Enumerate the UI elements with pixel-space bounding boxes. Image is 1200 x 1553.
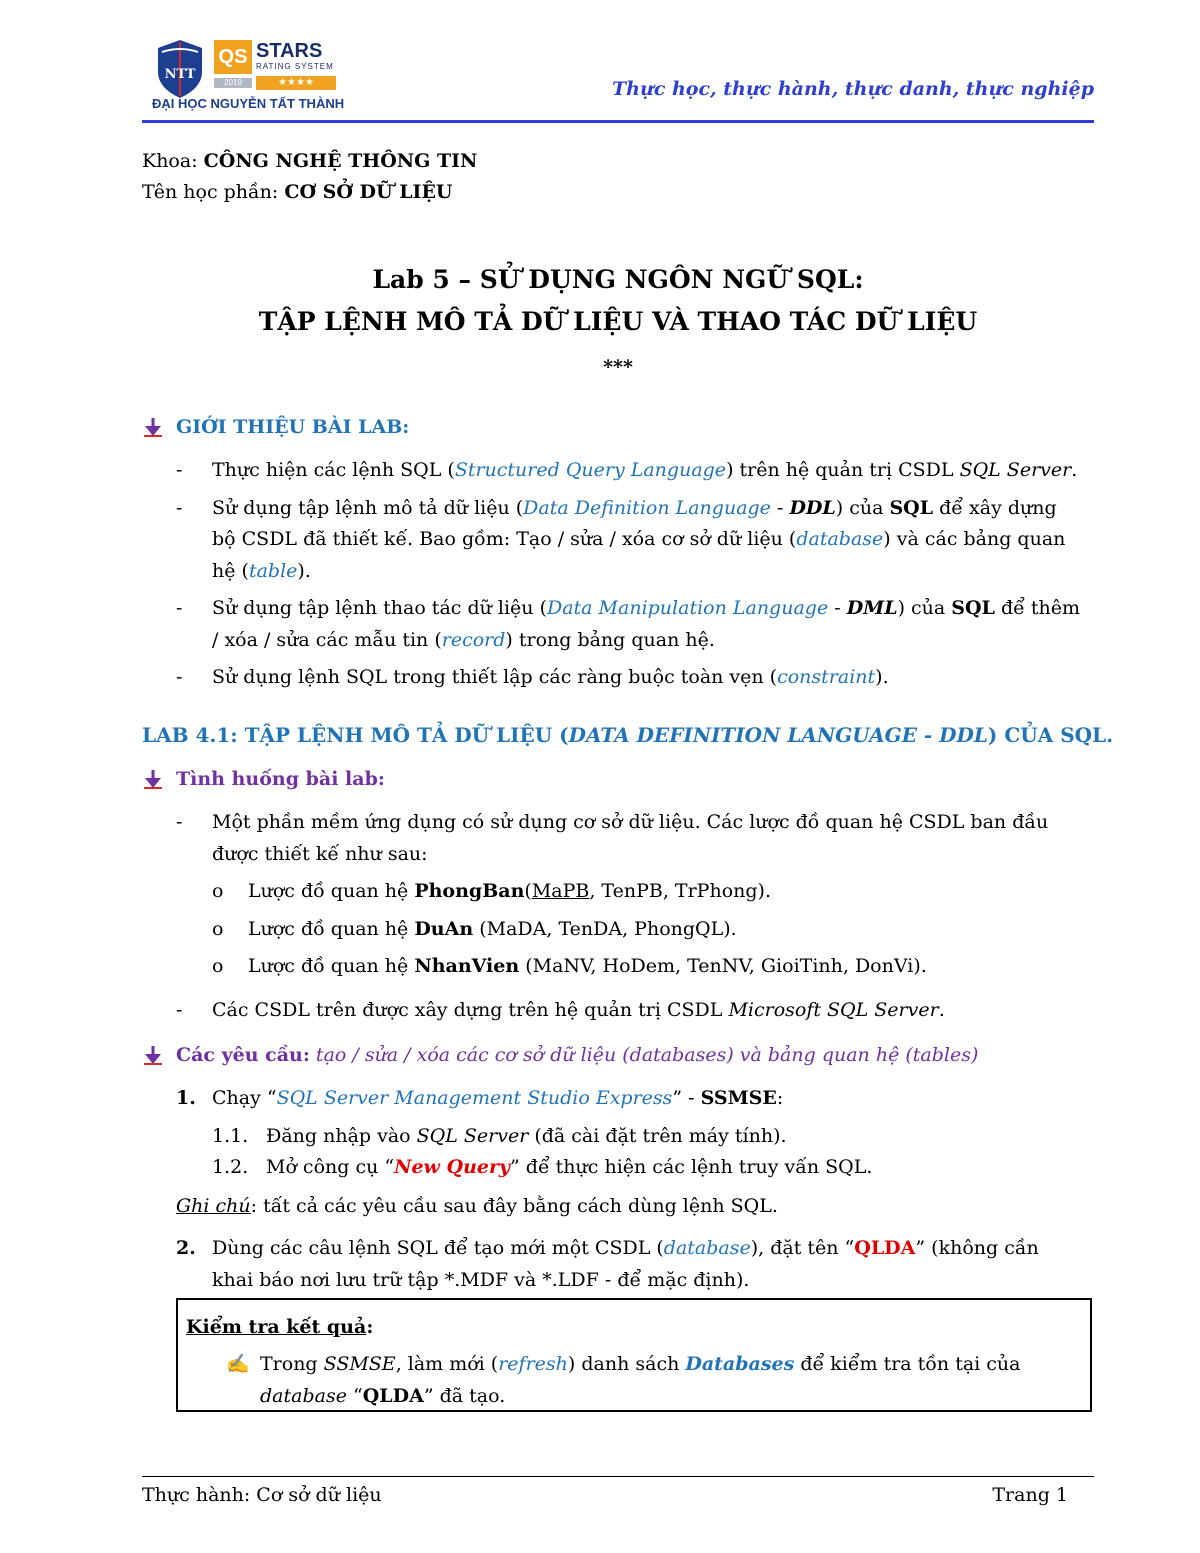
text: Sử dụng lệnh SQL trong thiết lập các ràng buộc toàn vẹn ( (212, 666, 778, 688)
schema-duan (248, 914, 737, 945)
text: Dùng các câu lệnh SQL để tạo mới một CSDL ( (212, 1237, 664, 1259)
step2 (212, 1233, 1039, 1264)
text: ” (không cần (915, 1237, 1039, 1259)
text: ) trong bảng quan hệ. (505, 629, 715, 651)
text: ), đặt tên “ (750, 1237, 855, 1259)
intro-item-2-line3 (212, 556, 311, 587)
step1-num: 1. (176, 1087, 196, 1109)
title-label: Kiểm tra kết quả (186, 1316, 367, 1338)
table-name: PhongBan (414, 880, 525, 902)
stars-bar: ★★★★ (256, 76, 336, 90)
text: ) CỦA SQL. (987, 723, 1114, 747)
scenario-line2: được thiết kế như sau: (212, 843, 428, 865)
text: (MaDA, TenDA, PhongQL). (473, 918, 737, 940)
course-value: CƠ SỞ DỮ LIỆU (284, 181, 453, 203)
scenario-line3 (212, 995, 945, 1026)
schema-nhanvien (248, 951, 927, 982)
text: Lược đồ quan hệ (248, 955, 415, 977)
page-title-line1: Lab 5 – SỬ DỤNG NGÔN NGỮ SQL: (372, 265, 864, 294)
term: table (248, 560, 298, 582)
table-name: NhanVien (414, 955, 520, 977)
term: SQL Server Management Studio Express (276, 1087, 673, 1109)
stars-text: STARS (256, 40, 323, 62)
faculty-line (142, 146, 477, 177)
term: SSMSE (700, 1087, 777, 1109)
text: Mở công cụ “ (266, 1156, 395, 1178)
table-name: DuAn (414, 918, 474, 940)
scenario-line1: Một phần mềm ứng dụng có sử dụng cơ sở dữ liệu. Các lược đồ quan hệ CSDL ban đầu (212, 811, 1049, 833)
primary-key: MaPB (531, 880, 590, 902)
text: - (770, 497, 790, 519)
term: database (796, 528, 884, 550)
text: hệ ( (212, 560, 249, 582)
text: Trong (260, 1353, 324, 1375)
term: database (260, 1385, 347, 1407)
intro-item-2 (212, 493, 1057, 524)
scenario-heading: Tình huống bài lab: (176, 768, 385, 790)
intro-dash-1: - (176, 459, 183, 481)
note-label: Ghi chú (176, 1195, 251, 1217)
lab41-heading (142, 719, 1113, 751)
check-result-box (176, 1298, 1092, 1412)
term: Data Manipulation Language (546, 597, 829, 619)
step1 (212, 1083, 783, 1114)
text: ” - (672, 1087, 701, 1109)
text: ) của (897, 597, 952, 619)
text: - (828, 597, 847, 619)
step12 (266, 1152, 872, 1183)
intro-heading: GIỚI THIỆU BÀI LAB: (176, 416, 410, 438)
faculty-value: CÔNG NGHỆ THÔNG TIN (203, 150, 478, 172)
term: Structured Query Language (454, 459, 727, 481)
text: Chạy “ (212, 1087, 277, 1109)
step2-line2: khai báo nơi lưu trữ tập *.MDF và *.LDF - để mặc định). (212, 1269, 750, 1291)
text: Lược đồ quan hệ (248, 918, 415, 940)
qs-box: QS (214, 40, 252, 74)
footer-rule (142, 1476, 1094, 1477)
check-line2 (260, 1381, 505, 1412)
qs-stars-badge (214, 40, 342, 92)
arrow-bullet-icon (142, 768, 164, 790)
text: để kiểm tra tồn tại của (794, 1353, 1021, 1375)
course-line (142, 177, 453, 208)
term: SQL (889, 497, 934, 519)
scenario-dash-2: - (176, 999, 183, 1021)
term: SQL (951, 597, 995, 619)
term: Microsoft SQL Server (728, 999, 939, 1021)
text: . (1071, 459, 1078, 481)
term: QLDA (854, 1237, 916, 1259)
intro-dash-4: - (176, 666, 183, 688)
intro-item-3-line2 (212, 625, 715, 656)
rating-text: RATING SYSTEM (256, 62, 334, 71)
circle-bullet: o (212, 955, 224, 977)
term: refresh (498, 1353, 568, 1375)
arrow-bullet-icon (142, 1044, 164, 1066)
step2-num: 2. (176, 1237, 196, 1259)
text: ” đã tạo. (423, 1385, 506, 1407)
text: (đã cài đặt trên máy tính). (528, 1125, 787, 1147)
heading-subtitle: tạo / sửa / xóa các cơ sở dữ liệu (databases) và bảng quan hệ (tables) (309, 1044, 979, 1066)
text: Lược đồ quan hệ (248, 880, 415, 902)
intro-item-2-line2 (212, 524, 1065, 555)
scenario-dash-1: - (176, 811, 183, 833)
text: ). (875, 666, 889, 688)
text: Đăng nhập vào (266, 1125, 417, 1147)
step11 (266, 1121, 787, 1152)
check-title (186, 1312, 373, 1343)
term: New Query (394, 1156, 511, 1178)
intro-item-1 (212, 455, 1077, 486)
term: Data Definition Language (523, 497, 771, 519)
text: ” để thực hiện các lệnh truy vấn SQL. (510, 1156, 873, 1178)
term: DML (846, 597, 898, 619)
arrow-bullet-icon (142, 416, 164, 438)
intro-item-3 (212, 593, 1080, 624)
text: Thực hiện các lệnh SQL ( (212, 459, 455, 481)
text: (MaNV, HoDem, TenNV, GioiTinh, DonVi). (519, 955, 927, 977)
text: ) danh sách (567, 1353, 686, 1375)
text: ) và các bảng quan (883, 528, 1066, 550)
intro-item-4 (212, 662, 889, 693)
circle-bullet: o (212, 880, 224, 902)
term: QLDA (362, 1385, 424, 1407)
logo-initials: NTT (164, 67, 196, 82)
university-name: ĐẠI HỌC NGUYỄN TẤT THÀNH (152, 96, 345, 111)
text: để xây dựng (933, 497, 1057, 519)
term: DDL (789, 497, 836, 519)
term: SQL Server (416, 1125, 529, 1147)
text: ( (524, 880, 532, 902)
motto: Thực học, thực hành, thực danh, thực nghiệp (612, 78, 1094, 100)
check-line1 (260, 1349, 1021, 1380)
text: Sử dụng tập lệnh mô tả dữ liệu ( (212, 497, 524, 519)
text: để thêm (994, 597, 1080, 619)
intro-dash-2: - (176, 497, 183, 519)
schema-phongban (248, 876, 771, 907)
text: Sử dụng tập lệnh thao tác dữ liệu ( (212, 597, 547, 619)
page-title-line2: TẬP LỆNH MÔ TẢ DỮ LIỆU VÀ THAO TÁC DỮ LIỆU (258, 307, 978, 336)
term: constraint (777, 666, 876, 688)
text: ) của (835, 497, 890, 519)
intro-dash-3: - (176, 597, 183, 619)
term: SSMSE (323, 1353, 396, 1375)
text: ) trên hệ quản trị CSDL (726, 459, 960, 481)
course-label: Tên học phần: (142, 181, 285, 203)
faculty-label: Khoa: (142, 150, 204, 172)
text: “ (346, 1385, 363, 1407)
text: LAB 4.1: TẬP LỆNH MÔ TẢ DỮ LIỆU ( (142, 723, 569, 747)
text: / xóa / sửa các mẫu tin ( (212, 629, 442, 651)
requirements-heading (176, 1040, 978, 1071)
step11-num: 1.1. (212, 1125, 249, 1147)
term: DATA DEFINITION LANGUAGE - DDL (568, 723, 988, 747)
header-rule (142, 120, 1094, 123)
text: , TenPB, TrPhong). (589, 880, 771, 902)
university-logo (152, 38, 208, 100)
term: Databases (685, 1353, 795, 1375)
text: : (776, 1087, 784, 1109)
step12-num: 1.2. (212, 1156, 249, 1178)
footer-page-number: Trang 1 (992, 1484, 1068, 1506)
term: database (663, 1237, 751, 1259)
text: : (366, 1316, 374, 1338)
term: record (441, 629, 506, 651)
text: : tất cả các yêu cầu sau đây bằng cách dùng lệnh SQL. (250, 1195, 778, 1217)
footer-left: Thực hành: Cơ sở dữ liệu (142, 1484, 382, 1506)
heading-label: Các yêu cầu: (176, 1044, 310, 1066)
text: bộ CSDL đã thiết kế. Bao gồm: Tạo / sửa / xóa cơ sở dữ liệu ( (212, 528, 797, 550)
text: Các CSDL trên được xây dựng trên hệ quản trị CSDL (212, 999, 729, 1021)
circle-bullet: o (212, 918, 224, 940)
year-bar: 2019 (214, 78, 252, 88)
text: . (938, 999, 945, 1021)
pen-icon: ✍ (226, 1353, 250, 1375)
term: SQL Server (959, 459, 1072, 481)
text: , làm mới ( (395, 1353, 499, 1375)
note (176, 1191, 778, 1222)
title-stars: *** (603, 356, 633, 378)
text: ). (297, 560, 311, 582)
